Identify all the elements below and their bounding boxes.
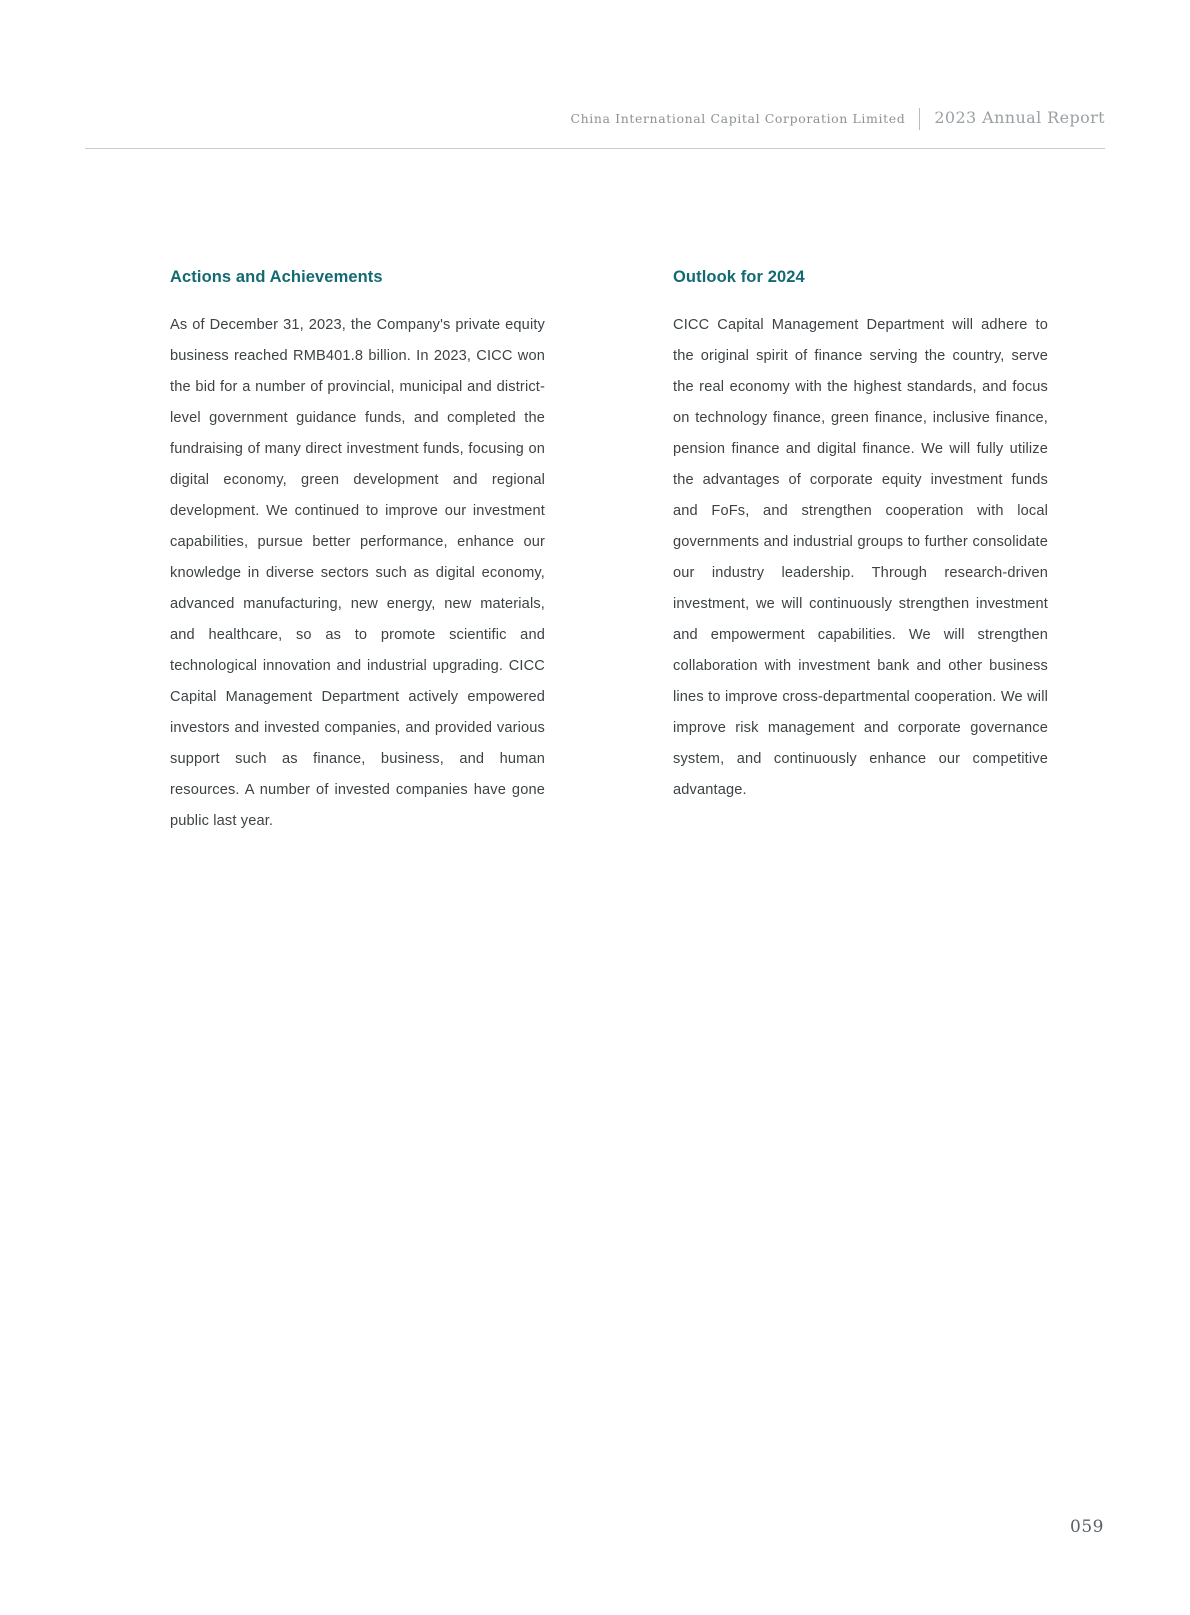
- header-inner: [570, 108, 1105, 130]
- page-number: 059: [1070, 1517, 1104, 1537]
- header-rule: [85, 148, 1105, 149]
- content-columns: [170, 268, 1048, 837]
- header-report-title: 2023 Annual Report: [934, 108, 1105, 127]
- section-heading-outlook-for-2024: Outlook for 2024: [673, 268, 805, 286]
- column-actions-and-achievements: [170, 268, 545, 837]
- column-outlook-for-2024: [673, 268, 1048, 837]
- section-body-actions-and-achievements: As of December 31, 2023, the Company's private equity business reached RMB401.8 billion. In 2023, CICC won the bid for a number of provincial, municipal and district-level government guidance funds, and completed the fundraising of many direct investment funds, focusing on digital economy, green development and regional development. We continued to improve our investment capabilities, pursue better performance, enhance our knowledge in diverse sectors such as digital economy, advanced manufacturing, new energy, new materials, and healthcare, so as to promote scientific and technological innovation and industrial upgrading. CICC Capital Management Department actively empowered investors and invested companies, and provided various support such as finance, business, and human resources. A number of invested companies have gone public last year.: [170, 316, 545, 829]
- header-company-name: China International Capital Corporation Limited: [570, 111, 906, 126]
- page-header: [85, 108, 1105, 152]
- section-heading-actions-and-achievements: Actions and Achievements: [170, 268, 383, 286]
- section-body-outlook-for-2024: CICC Capital Management Department will adhere to the original spirit of finance serving the country, serve the real economy with the highest standards, and focus on technology finance, green finance, inclusive finance, pension finance and digital finance. We will fully utilize the advantages of corporate equity investment funds and FoFs, and strengthen cooperation with local governments and industrial groups to further consolidate our industry leadership. Through research-driven investment, we will continuously strengthen investment and empowerment capabilities. We will strengthen collaboration with investment bank and other business lines to improve cross-departmental cooperation. We will improve risk management and corporate governance system, and continuously enhance our competitive advantage.: [673, 316, 1048, 798]
